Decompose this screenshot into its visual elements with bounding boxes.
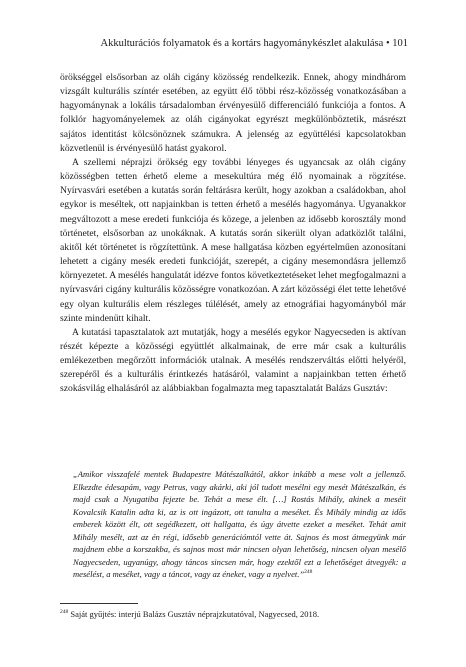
footnote	[60, 609, 406, 620]
footnote-number: 248	[60, 609, 69, 616]
footnote-text: Saját gyűjtés: interjú Balázs Gusztáv néprajzkutatóval, Nagyecsed, 2018.	[70, 609, 320, 619]
header-separator: •	[385, 38, 390, 49]
paragraph-2: A szellemi néprajzi örökség egy további lényeges és ugyancsak az oláh cigány közösségben tetten érhető eleme a mesekultúra még élő nyomainak a rögzítése. Nyírvasvári esetében a kutatás során feltárásra került, hogy azokban a családokban, ahol egykor is meséltek, ott napjainkban is tetten érhető a mesélés hagyománya. Ugyanakkor megváltozott a mese eredeti funkciója és közege, a jelenben az idősebb korosztály mond történetet, elsősorban az unokáknak. A kutatás során sikerült olyan adatközlőt találni, akitől két történetet is rögzítettünk. A mese hallgatása közben egyértelműen azonosítani lehetett a cigány mesék eredeti funkcióját, szerepét, a cigány mesemondásra jellemző környezetet. A mesélés hangulatát idézve fontos következtetéseket lehet megfogalmazni a nyírvasvári cigány kulturális közösségre vonatkozóan. A zárt közösségi élet tette lehetővé egy olyan kulturális elem részleges túlélését, amely az etnográfiai hagyományból már szinte mindenütt kihalt.	[60, 156, 406, 324]
quote-text: „Amikor visszafelé mentek Budapestre Mátészalkától, akkor inkább a mese volt a jellemző. Elkezdte édesapám, vagy Petrus, vagy akárki, aki jól tudott mesélni egy mesét Mátészalkán, és majd csak a Nyugatiba fejezte be. Tehát a mese élt. […] Rostás Mihály, akinek a meséit Kovalcsik Katalin adta ki, az is ott ingázott, ott tanulta a meséket. És Mihály mindig az idős emberek között élt, ott segédkezett, ott hallgatta, és úgy átvette ezeket a meséket. Tehát amit Mihály mesélt, azt az én régi, idősebb generációmtól vette át. Sajnos és most átmegyünk már majdnem ebbe a korszakba, és sajnos most már nincsen olyan lehetőség, nincsen olyan mesélő Nagyecseden, ugyanúgy, ahogy táncos sincsen már, hogy ezektől ezt a lehetőséget átvegyék: a mesélést, a meséket, vagy a táncot, vagy az éneket, vagy a nyelvet.”	[73, 469, 406, 580]
footnote-reference[interactable]: 248	[304, 569, 313, 576]
paragraph-1: örökséggel elsősorban az oláh cigány közösség rendelkezik. Ennek, ahogy mindhárom vizsgált kulturális színtér esetében, az együtt élő többi rész-közösség vonatkozásában a hagyománynak a lokális társadalomban érvényesülő differenciáló funkciója a fontos. A folklór hagyományelemek az oláh cigányokat egyrészt megkülönböztetik, másrészt sajátos identitást kölcsönöznek számukra. A jelenség az együttélési kapcsolatokban közvetlenül is érvényesülő hatást gyakorol.	[60, 72, 406, 154]
running-title: Akkulturációs folyamatok és a kortárs hagyománykészlet alakulása	[100, 38, 384, 49]
footnote-divider	[60, 603, 138, 604]
paragraph-3: A kutatási tapasztalatok azt mutatják, hogy a mesélés egykor Nagyecseden is aktívan részét képezte a közösségi együttlét alkalmainak, de erre már csak a kulturális emlékezetben megőrzött információk utalnak. A mesélés rendszerváltás előtti helyéről, szerepéről és a kulturális érintkezés hatásáról, valamint a napjainkban tetten érhető szokásvilág elhalásáról az alábbiakban fogalmazta meg tapasztalatát Balázs Gusztáv:	[60, 326, 406, 395]
running-header	[60, 37, 408, 51]
page-number: 101	[392, 38, 408, 49]
main-text	[60, 71, 406, 397]
interview-quote	[73, 468, 406, 581]
